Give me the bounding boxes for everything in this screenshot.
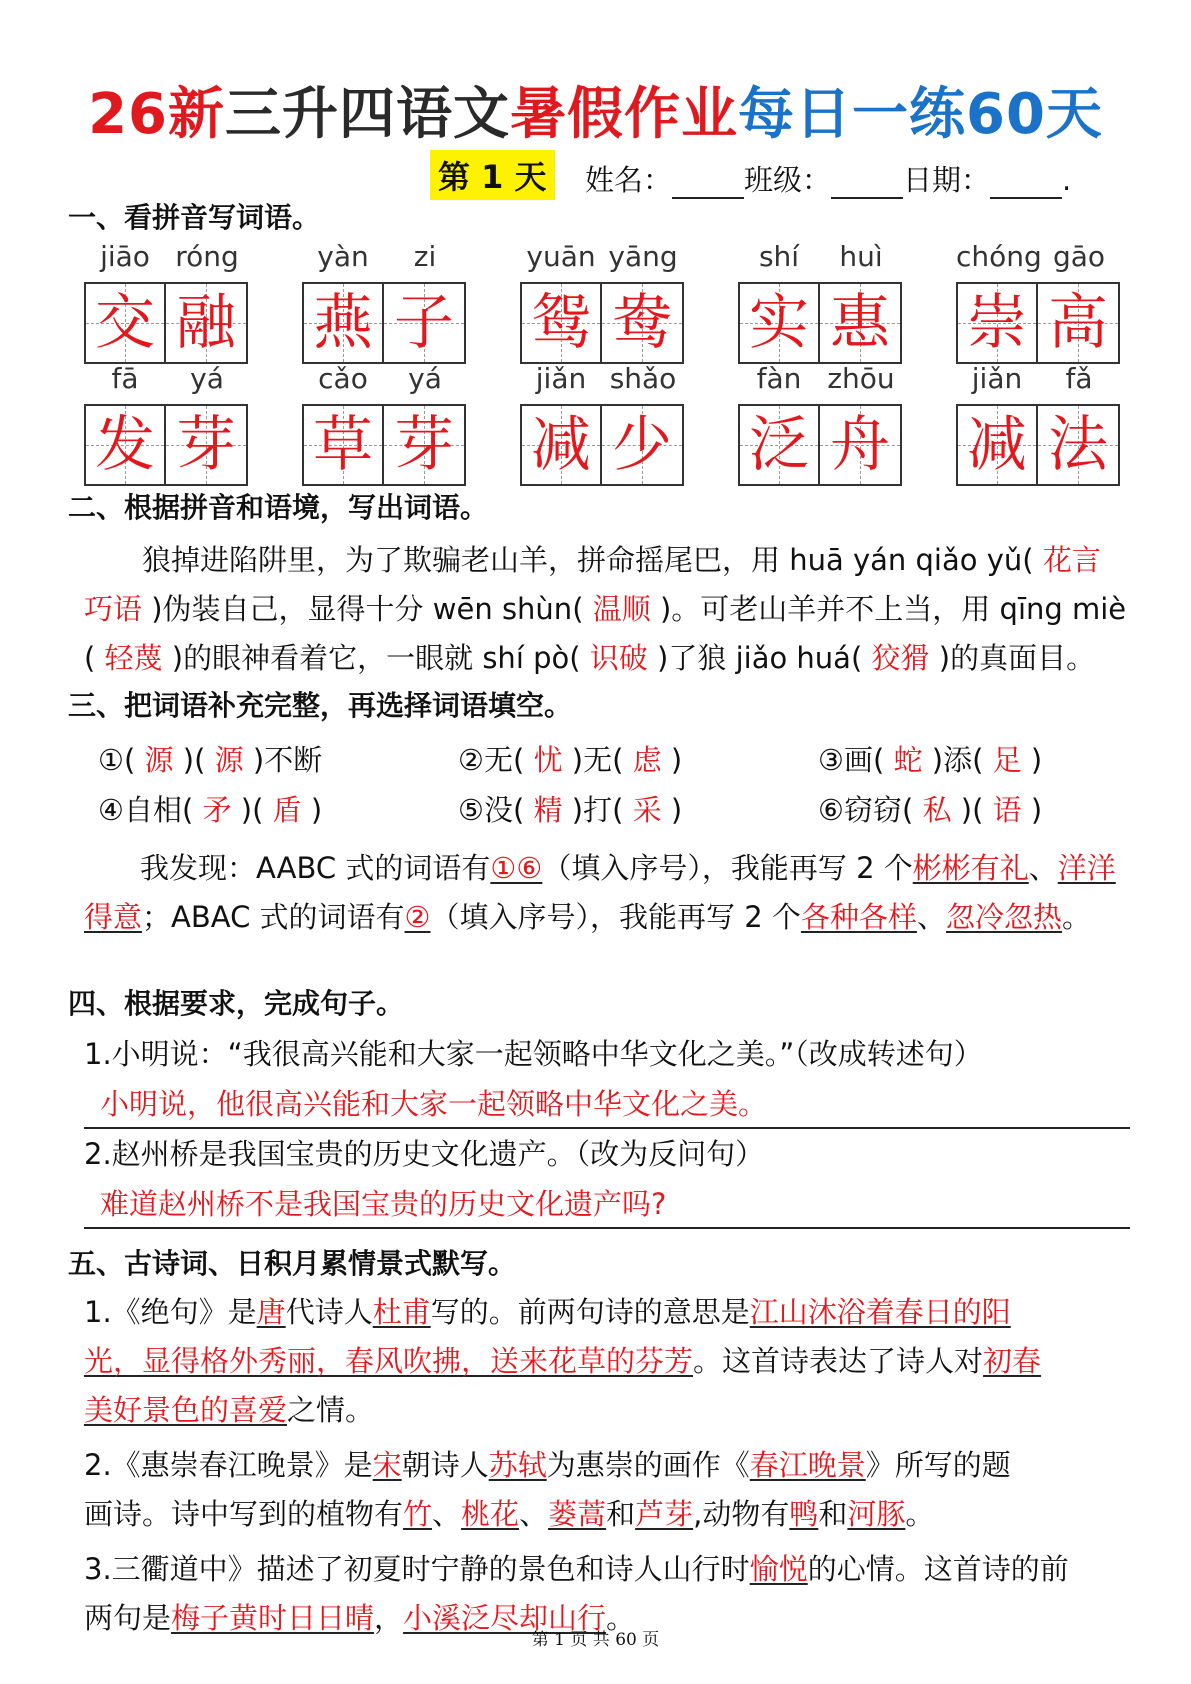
pinyin-label: chóng (956, 240, 1042, 273)
character-box[interactable] (1038, 404, 1120, 486)
s2-text-2: )伪装自己，显得十分 (151, 592, 424, 626)
title-part-1: 26新 (88, 82, 225, 147)
character-answer: 实 (749, 288, 809, 358)
character-answer: 交 (95, 288, 155, 358)
character-answer: 减 (967, 410, 1027, 480)
s4-answer-line-1 (84, 1125, 1130, 1129)
idiom-text: 添 (943, 743, 973, 777)
s5-answer: 小溪泛尽却山行 (403, 1601, 607, 1635)
date-label: 日期： (903, 163, 991, 197)
character-box[interactable] (738, 282, 820, 364)
s5-answer: 杜甫 (372, 1295, 431, 1329)
s5-text: 2.《惠崇春江晚景》是 (84, 1448, 373, 1482)
pinyin-label: shí (758, 240, 800, 273)
s2-text-1: 狼掉进陷阱里，为了欺骗老山羊，拼命摇尾巴，用 (142, 543, 781, 577)
pinyin-label: zi (413, 240, 437, 273)
s3-f2-answer-b2: 得意 (84, 900, 143, 934)
character-answer: 芽 (394, 410, 454, 480)
s5-answer: 芦芽 (635, 1497, 694, 1531)
character-box[interactable] (302, 282, 384, 364)
s5-text: 为惠崇的画作《 (546, 1448, 750, 1482)
s2-answer-1a: 花言 (1042, 543, 1101, 577)
word-pair (738, 362, 903, 486)
section2-text: 狼掉进陷阱里，为了欺骗老山羊，拼命摇尾巴，用 huā yán qiǎo yǔ( 花言 巧语 )伪装自己，显得十分 wēn shùn( 温顺 )。可老山羊并不上当，用 qīng miè ( 轻蔑 )的眼神看着它，一眼就 shí pò( 识破 )了狼 jiǎo huá( 狡猾 )的真面目。 (84, 543, 1127, 675)
s4-answer-line-2 (84, 1225, 1130, 1229)
s3-f2-answer-b1: 洋洋 (1057, 851, 1116, 885)
idiom-answer: 忧 (533, 743, 563, 777)
s2-answer-5: 狡猾 (871, 641, 930, 675)
s3-f1: 我发现：AABC 式的词语有 (140, 851, 491, 885)
s5-text: ， (374, 1601, 404, 1635)
idiom-item: ④自相( 矛 )( 盾 ) (98, 793, 323, 827)
s5-answer: 鸭 (789, 1497, 819, 1531)
section3-title: 三、把词语补充完整，再选择词语填空。 (68, 689, 573, 722)
character-answer: 泛 (749, 410, 809, 480)
pinyin-label: shǎo (609, 362, 677, 395)
s5-text: 画诗。诗中写到的植物有 (84, 1497, 404, 1531)
s3-f4-answer-b: 忽冷忽热 (945, 900, 1062, 934)
day-label: 第 1 天 (430, 150, 555, 200)
character-box[interactable] (956, 404, 1038, 486)
s2-text-6: )的真面目。 (938, 641, 1096, 675)
idiom-answer: 源 (214, 743, 244, 777)
word-pair (956, 240, 1121, 364)
s2-answer-1b: 巧语 (84, 592, 143, 626)
pinyin-label: yuān (526, 240, 596, 273)
idiom-text: 打 (583, 793, 613, 827)
s2-answer-3: 轻蔑 (104, 641, 163, 675)
s3-f2-answer-a: 彬彬有礼 (912, 851, 1029, 885)
s5-text: 之情。 (287, 1393, 375, 1427)
s5-text: 的心情。这首诗的前 (807, 1552, 1069, 1586)
s3-end: 。 (1061, 900, 1091, 934)
s5-text: 和 (606, 1497, 636, 1531)
s3-f3-answer: ② (404, 900, 431, 934)
character-box[interactable] (166, 282, 248, 364)
character-answer: 减 (531, 410, 591, 480)
idiom-text: 无 (484, 743, 514, 777)
s5-answer: 美好景色的喜爱 (84, 1393, 288, 1427)
title-part-3: 暑假作业 (510, 82, 738, 147)
s3-f4-answer-a: 各种各样 (800, 900, 917, 934)
idiom-text: 不断 (264, 743, 323, 777)
s5-answer: 竹 (403, 1497, 433, 1531)
word-pair (520, 362, 685, 486)
idiom-item: ①( 源 )( 源 )不断 (98, 743, 323, 777)
word-pair (302, 240, 467, 364)
name-field[interactable] (672, 169, 744, 199)
idiom-answer: 精 (533, 793, 563, 827)
idiom-number: ② (458, 743, 484, 777)
s5-answer: 宋 (372, 1448, 402, 1482)
pinyin-label: gāo (1052, 240, 1106, 273)
idiom-answer: 足 (992, 743, 1022, 777)
s3-sep-2: 、 (916, 900, 946, 934)
idiom-answer: 虑 (632, 743, 662, 777)
character-answer: 发 (95, 410, 155, 480)
character-answer: 舟 (830, 410, 890, 480)
idiom-answer: 矛 (202, 793, 232, 827)
character-answer: 少 (612, 410, 672, 480)
character-box[interactable] (384, 282, 466, 364)
character-answer: 草 (313, 410, 373, 480)
page-title (0, 70, 1191, 150)
idiom-answer: 盾 (272, 793, 302, 827)
word-pair (738, 240, 903, 364)
pinyin-label: fàn (756, 362, 802, 395)
idiom-answer: 私 (922, 793, 952, 827)
idiom-answer: 采 (632, 793, 662, 827)
pinyin-label: huì (839, 240, 883, 273)
s5-answer: 河豚 (847, 1497, 906, 1531)
idiom-text: 自相 (124, 793, 183, 827)
character-box[interactable] (84, 282, 166, 364)
s5-text: 代诗人 (285, 1295, 373, 1329)
character-answer: 高 (1048, 288, 1108, 358)
idiom-answer: 语 (992, 793, 1022, 827)
date-field[interactable] (990, 169, 1062, 199)
idiom-item: ③画( 蛇 )添( 足 ) (818, 743, 1043, 777)
character-box[interactable] (384, 404, 466, 486)
word-pair (520, 240, 685, 364)
s5-answer: 唐 (256, 1295, 286, 1329)
s3-f4: （填入序号），我能再写 2 个 (430, 900, 801, 934)
s5-text: 。 (606, 1601, 636, 1635)
character-answer: 子 (394, 288, 454, 358)
idiom-answer: 蛇 (893, 743, 923, 777)
character-box[interactable] (602, 282, 684, 364)
character-answer: 芽 (176, 410, 236, 480)
section5-title: 五、古诗词、日积月累情景式默写。 (68, 1247, 517, 1280)
s2-pinyin-1: huā yán qiǎo yǔ (789, 543, 1023, 577)
class-field[interactable] (831, 169, 903, 199)
section4-title: 四、根据要求，完成句子。 (68, 987, 405, 1020)
s5-answer: 愉悦 (749, 1552, 808, 1586)
title-part-4: 每日一练60天 (738, 82, 1103, 147)
s2-answer-4: 识破 (589, 641, 648, 675)
word-pair (84, 240, 249, 364)
character-answer: 法 (1048, 410, 1108, 480)
idiom-number: ⑤ (458, 793, 484, 827)
s5-text: 和 (818, 1497, 848, 1531)
s3-f3: ；ABAC 式的词语有 (142, 900, 405, 934)
s5-text: 。 (905, 1497, 935, 1531)
character-answer: 燕 (313, 288, 373, 358)
s5-text: ,动物有 (693, 1497, 790, 1531)
pinyin-label: jiǎn (971, 362, 1023, 395)
idiom-text: 画 (844, 743, 874, 777)
idiom-text: 窃窃 (844, 793, 903, 827)
character-box[interactable] (956, 282, 1038, 364)
s3-sep: 、 (1028, 851, 1058, 885)
section1-title: 一、看拼音写词语。 (68, 201, 321, 234)
pinyin-label: yāng (608, 240, 678, 273)
character-box[interactable] (820, 404, 902, 486)
idiom-number: ③ (818, 743, 844, 777)
idiom-item: ②无( 忧 )无( 虑 ) (458, 743, 683, 777)
idiom-item: ⑥窃窃( 私 )( 语 ) (818, 793, 1043, 827)
s5-text: 两句是 (84, 1601, 172, 1635)
word-pair (84, 362, 249, 486)
s5-answer: 春江晚景 (749, 1448, 866, 1482)
word-pair (956, 362, 1121, 486)
s3-f1-answer: ①⑥ (490, 851, 543, 885)
character-answer: 鸳 (531, 288, 591, 358)
character-answer: 鸯 (612, 288, 672, 358)
s5-answer: 江山沐浴着春日的阳 (749, 1295, 1011, 1329)
page-footer: 第 1 页 共 60 页 (531, 1630, 660, 1650)
idiom-number: ⑥ (818, 793, 844, 827)
character-box[interactable] (84, 404, 166, 486)
pinyin-label: yá (408, 362, 442, 395)
s5-text: 朝诗人 (401, 1448, 489, 1482)
section3-fill (84, 844, 1134, 942)
name-label: 姓名： (585, 163, 673, 197)
s2-pinyin-2: wēn shùn (432, 592, 573, 626)
character-box[interactable] (602, 404, 684, 486)
s2-pinyin-4: shí pò (482, 641, 570, 675)
pinyin-label: yá (190, 362, 224, 395)
section2-title: 二、根据拼音和语境，写出词语。 (68, 491, 489, 524)
character-answer: 融 (176, 288, 236, 358)
pinyin-label: róng (175, 240, 239, 273)
s5-text: 。这首诗表达了诗人对 (693, 1344, 984, 1378)
s2-text-4: )的眼神看着它，一眼就 (171, 641, 474, 675)
idiom-number: ① (98, 743, 124, 777)
pinyin-label: jiǎn (535, 362, 587, 395)
s2-pinyin-5: jiǎo huá (735, 641, 851, 675)
s5-text: 》所写的题 (865, 1448, 1011, 1482)
s2-text-5: )了狼 (657, 641, 727, 675)
student-info (585, 158, 1071, 199)
date-end: . (1062, 163, 1072, 197)
idiom-text: 无 (583, 743, 613, 777)
title-part-2: 三升四语文 (225, 82, 510, 147)
character-answer: 惠 (830, 288, 890, 358)
s2-pinyin-3: qīng miè (999, 592, 1127, 626)
character-box[interactable] (520, 282, 602, 364)
s4-answer-1: 小明说，他很高兴能和大家一起领略中华文化之美。 (100, 1087, 768, 1121)
s5-answer: 梅子黄时日日晴 (171, 1601, 375, 1635)
character-answer: 崇 (967, 288, 1027, 358)
idiom-number: ④ (98, 793, 124, 827)
character-box[interactable] (302, 404, 384, 486)
pinyin-label: cǎo (318, 362, 368, 395)
s5-answer: 初春 (983, 1344, 1042, 1378)
class-label: 班级： (744, 163, 832, 197)
s5-answer: 苏轼 (488, 1448, 547, 1482)
s5-text: 1.《绝句》是 (84, 1295, 257, 1329)
pinyin-label: zhōu (827, 362, 895, 395)
s5-text: 3.三衢道中》描述了初夏时宁静的景色和诗人山行时 (84, 1552, 750, 1586)
pinyin-label: fā (111, 362, 139, 395)
s5-answer: 蒌蒿 (548, 1497, 607, 1531)
s5-answer: 桃花 (461, 1497, 520, 1531)
s4-answer-2: 难道赵州桥不是我国宝贵的历史文化遗产吗? (100, 1187, 667, 1221)
s5-answer: 光，显得格外秀丽，春风吹拂，送来花草的芬芳 (84, 1344, 694, 1378)
section5-text: 1.《绝句》是唐代诗人杜甫写的。前两句诗的意思是江山沐浴着春日的阳 光，显得格外秀丽，春风吹拂，送来花草的芬芳。这首诗表达了诗人对初春 美好景色的喜爱之情。 2.《惠崇春江晚景》是宋朝诗人苏轼为惠崇的画作《春江晚景》所写的题 画诗。诗中写到的植物有竹、桃花、蒌蒿和芦芽,动物有鸭和河豚。 3.三衢道中》描述了初夏时宁静的景色和诗人山行时愉悦的心情。这首诗的前 两句是梅子黄时日日晴，小溪泛尽却山行。 (84, 1295, 1069, 1635)
character-box[interactable] (738, 404, 820, 486)
idiom-item: ⑤没( 精 )打( 采 ) (458, 793, 683, 827)
pinyin-label: jiāo (100, 240, 150, 273)
s4-question-2: 2.赵州桥是我国宝贵的历史文化遗产。（改为反问句） (84, 1137, 765, 1171)
s3-f2: （填入序号），我能再写 2 个 (542, 851, 913, 885)
character-box[interactable] (520, 404, 602, 486)
s5-text: 写的。前两句诗的意思是 (430, 1295, 750, 1329)
pinyin-label: fǎ (1065, 362, 1093, 395)
idiom-answer: 源 (144, 743, 174, 777)
s2-answer-2: 温顺 (592, 592, 651, 626)
s4-question-1: 1.小明说：“我很高兴能和大家一起领略中华文化之美。”（改成转述句） (84, 1037, 983, 1071)
pinyin-label: yàn (317, 240, 369, 273)
idiom-text: 没 (484, 793, 514, 827)
word-pair (302, 362, 467, 486)
character-box[interactable] (1038, 282, 1120, 364)
character-box[interactable] (166, 404, 248, 486)
character-box[interactable] (820, 282, 902, 364)
s2-text-3: )。可老山羊并不上当，用 (659, 592, 991, 626)
